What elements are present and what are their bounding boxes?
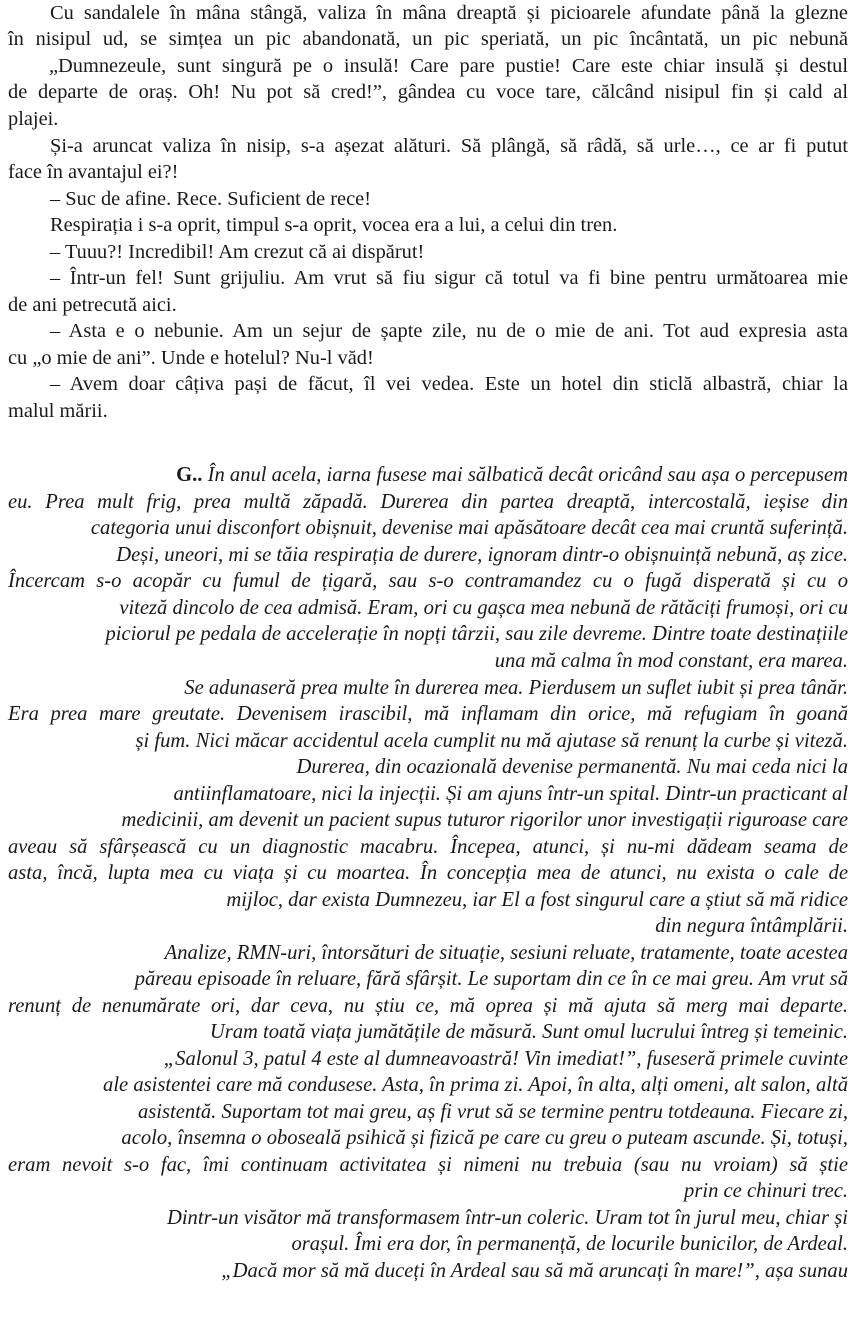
text-line: Uram toată viața jumătățile de măsură. Sunt omul lucrului întreg și temeinic.: [209, 1021, 848, 1043]
text-line: eu. Prea mult frig, prea multă zăpadă. Durerea din partea dreaptă, intercostală, ieșise din: [8, 491, 848, 513]
text-line: Cu sandalele în mâna stângă, valiza în mâna dreaptă și picioarele afundate până la glezne: [50, 2, 848, 24]
text-line: – Asta e o nebunie. Am un sejur de șapte zile, nu de o mie de ani. Tot aud expresia asta: [50, 320, 848, 342]
text-line: – Suc de afine. Rece. Suficient de rece!: [50, 188, 372, 210]
text-line: de ani petrecută aici.: [8, 294, 177, 316]
text-line: malul mării.: [8, 400, 108, 422]
text-line: una mă calma în mod constant, era marea.: [494, 650, 848, 672]
text-line: Deși, uneori, mi se tăia respirația de durere, ignoram dintr-o obișnuință nebună, aș zice.: [116, 544, 848, 566]
text-line: piciorul pe pedala de accelerație în nopți târzii, sau zile devreme. Dintre toate destinațiile: [105, 623, 848, 645]
text-line: păreau episoade în reluare, fără sfârșit. Le suportam din ce în ce mai greu. Am vrut să: [134, 968, 848, 990]
text-line: ale asistentei care mă condusese. Asta, în prima zi. Apoi, în alta, alți omeni, alt salon, altă: [103, 1074, 848, 1096]
text-line: Era prea mare greutate. Devenisem irascibil, mă inflamam din orice, mă refugiam în goană: [8, 703, 848, 725]
text-line: de departe de oraș. Oh! Nu pot să cred!”, gândea cu voce tare, călcând nisipul fin și cald al: [8, 81, 848, 103]
text-line: mijloc, dar exista Dumnezeu, iar El a fost singurul care a știut să mă ridice: [226, 889, 848, 911]
text-span: În anul acela, iarna fusese mai sălbatică decât oricând sau așa o percepusem: [202, 464, 848, 486]
text-line: din negura întâmplării.: [655, 915, 848, 937]
text-line: asistentă. Suportam tot mai greu, aș fi vrut să se termine pentru totdeauna. Fiecare zi,: [137, 1101, 848, 1123]
text-line: – Într-un fel! Sunt grijuliu. Am vrut să fiu sigur că totul va fi bine pentru următoarea mie: [50, 267, 848, 289]
text-line: și fum. Nici măcar accidentul acela cumplit nu mă ajutase să renunț la curbe și viteză.: [135, 730, 848, 752]
text-line: antiinflamatoare, nici la injecții. Și am ajuns într-un spital. Dintr-un practicant al: [173, 783, 848, 805]
text-line: Încercam s-o acopăr cu fumul de țigară, sau s-o contramandez cu o fugă disperată și cu o: [8, 570, 848, 592]
text-line: – Avem doar câțiva pași de făcut, îl vei vedea. Este un hotel din sticlă albastră, chiar la: [50, 373, 848, 395]
text-line: Dintr-un visător mă transformasem într-un coleric. Uram tot în jurul meu, chiar și: [166, 1207, 848, 1229]
text-line: renunț de nenumărate ori, dar ceva, nu știu ce, mă oprea și mă ajuta să merg mai departe.: [8, 995, 848, 1017]
text-line: Durerea, din ocazională devenise permanentă. Nu mai ceda nici la: [296, 756, 848, 778]
text-line: plajei.: [8, 108, 59, 130]
text-line: Se adunaseră prea multe în durerea mea. Pierdusem un suflet iubit și prea tânăr.: [184, 677, 848, 699]
text-line: asta, încă, lupta mea cu viața și cu moartea. În concepția mea de atunci, nu exista o cale de: [8, 862, 848, 884]
section-marker: G..: [176, 464, 203, 486]
text-line: „Dacă mor să mă duceți în Ardeal sau să mă aruncați în mare!”, așa sunau: [221, 1260, 848, 1282]
text-line: medicinii, am devenit un pacient supus tuturor rigorilor unor investigații riguroase care: [121, 809, 848, 831]
text-line: categoria unui disconfort obișnuit, devenise mai apăsătoare decât cea mai cruntă suferință.: [90, 517, 848, 539]
text-line: acolo, însemna o oboseală psihică și fizică pe care cu greu o puteam ascunde. Și, totuși,: [121, 1127, 848, 1149]
text-line: Și-a aruncat valiza în nisip, s-a așezat alături. Să plângă, să râdă, să urle…, ce ar fi putut: [50, 135, 848, 157]
text-line: face în avantajul ei?!: [8, 161, 179, 183]
text-line: viteză dincolo de cea admisă. Eram, ori cu gașca mea nebună de rătăciți frumoși, ori cu: [119, 597, 848, 619]
text-line: cu „o mie de ani”. Unde e hotelul? Nu-l văd!: [8, 347, 374, 369]
text-line: [0, 462, 848, 488]
text-line: Analize, RMN-uri, întorsături de situație, sesiuni reluate, tratamente, toate acestea: [164, 942, 848, 964]
text-line: „Salonul 3, patul 4 este al dumneavoastră! Vin imediat!”, fuseseră primele cuvinte: [163, 1048, 848, 1070]
text-line: în nisipul ud, se simțea un pic abandonată, un pic speriată, un pic încântată, un pic nebună: [8, 28, 848, 50]
text-line: prin ce chinuri trec.: [684, 1180, 848, 1202]
text-line: – Tuuu?! Incredibil! Am crezut că ai dispărut!: [50, 241, 425, 263]
text-line: „Dumnezeule, sunt singură pe o insulă! Care pare pustie! Care este chiar insulă și destul: [49, 55, 848, 77]
text-line: aveau să sfârșească cu un diagnostic macabru. Începea, atunci, și nu-mi dădeam seama de: [8, 836, 848, 858]
text-line: orașul. Îmi era dor, în permanență, de locurile bunicilor, de Ardeal.: [291, 1233, 848, 1255]
text-line: eram nevoit s-o fac, îmi continuam activitatea și nimeni nu trebuia (sau nu vroiam) să știe: [8, 1154, 848, 1176]
text-line: Respirația i s-a oprit, timpul s-a oprit, vocea era a lui, a celui din tren.: [50, 214, 618, 236]
